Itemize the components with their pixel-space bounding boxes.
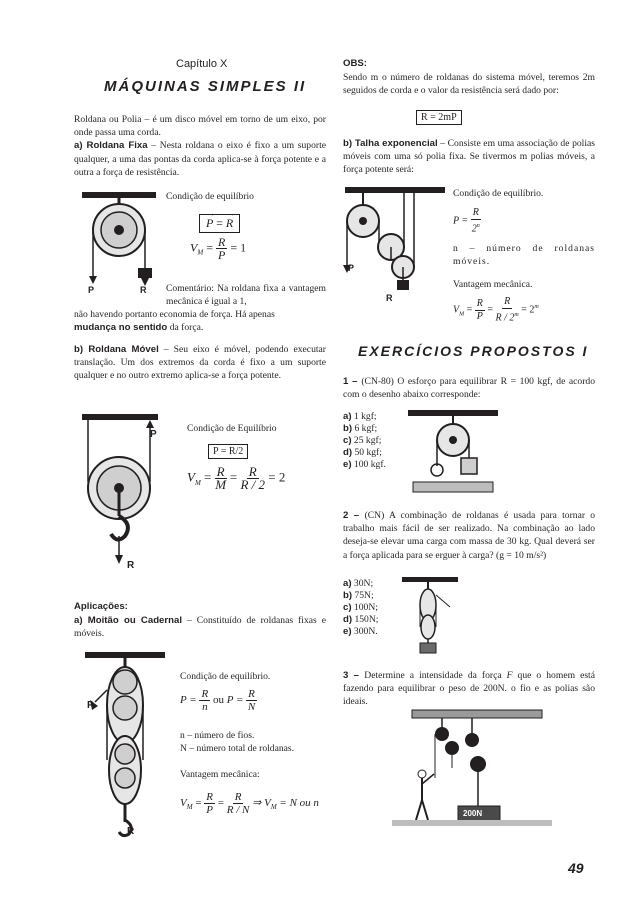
obs-title: OBS: (343, 58, 367, 69)
talha-equation: P = $\frac{R}{2^n}$ (453, 207, 480, 235)
obs-box: R = 2mP (416, 107, 462, 125)
movel-fig-r: R (127, 560, 135, 571)
talha-label: b) Talha exponencial (343, 138, 438, 149)
aplicacoes-title: Aplicações: (74, 601, 128, 612)
movel-label: b) Roldana Móvel (74, 344, 159, 355)
movel-box: P = R/2 (208, 441, 248, 459)
chapter-label: Capítulo X (176, 58, 228, 70)
question-2-figure (400, 575, 460, 655)
fixa-comment: Comentário: Na roldana fixa a vantagem mecânica é igual a 1, (166, 283, 326, 308)
moitao-label: a) Moitão ou Cadernal (74, 615, 182, 626)
movel-fig-p: P (150, 429, 157, 440)
fixa-fig-p: P (88, 285, 95, 295)
fixa-vm-equation: $V_M$ = $\frac{R}{P}$ = 1 (190, 235, 247, 262)
talha-fig-p: P (348, 263, 355, 273)
moitao-paragraph: a) Moitão ou Cadernal – Constituído de roldanas fixas e móveis. (74, 615, 326, 640)
movel-paragraph: b) Roldana Móvel – Seu eixo é móvel, podendo executar translação. Um dos extremos da corda é fixo a um suporte qualquer e no outro extremo aplica-se a força potente. (74, 344, 326, 382)
moitao-n-def: n – número de fios. (180, 730, 255, 741)
moitao-condition: Condição de equilíbrio. (180, 671, 271, 682)
question-3: 3 – Determine a intensidade da força F que o homem está fazendo para equilibrar o peso de 200N. o fio e as polias são ideais. (343, 670, 595, 708)
moitao-vm-equation: $V_M$ = $\frac{R}{P}$ = $\frac{R}{R / N}$ ⇒ $V_M = N$ ou n (180, 791, 319, 816)
talha-figure (343, 185, 448, 305)
moitao-vantagem: Vantagem mecânica: (180, 769, 260, 780)
moitao-fig-r: R (127, 826, 135, 837)
fixa-label: a) Roldana Fixa (74, 140, 148, 152)
force-f-symbol: F (506, 670, 513, 681)
moitao-N-def: N – número total de roldanas. (180, 743, 295, 754)
page-title: MÁQUINAS SIMPLES II (104, 78, 307, 95)
option-a: a) 1 kgf; (343, 411, 377, 422)
option-b: b) 75N; (343, 590, 374, 601)
option-c: c) 100N; (343, 602, 378, 613)
option-d: d) 150N; (343, 614, 379, 625)
option-d: d) 50 kgf; (343, 447, 382, 458)
fixa-condition: Condição de equilíbrio (166, 191, 254, 202)
talha-condition: Condição de equilíbrio. (453, 188, 544, 199)
question-1: 1 – (CN-80) O esforço para equilibrar R = 100 kgf, de acordo com o desenho abaixo corresponde: (343, 376, 595, 401)
option-e: e) 100 kgf. (343, 459, 386, 470)
question-2-options (343, 578, 378, 638)
movable-pulley-figure (80, 412, 160, 572)
moitao-equation: P = $\frac{R}{n}$ ou P = $\frac{R}{N}$ (180, 688, 256, 713)
question-1-options (343, 411, 386, 471)
movel-vm-equation: $V_M$ = $\frac{R}{M}$ = $\frac{R}{R / 2}$ = 2 (187, 464, 286, 492)
question-1-figure (403, 408, 503, 498)
intro-paragraph: Roldana ou Polia – é um disco móvel em torno de um eixo, por onde passa uma corda. a) Roldana Fixa – Nesta roldana o eixo é fixo a um suporte qualquer, a uma das pontas da corda aplica-se à força potente e a outra a força de resistência. (74, 114, 326, 178)
question-2: 2 – (CN) A combinação de roldanas é usada para tornar o trabalho mais fácil de ser realizado. Na combinação ao lado deseja-se elevar uma carga com massa de 30 kg. Qual deverá ser a força aplicada para se erguer à carga? (g = 10 m/s²) (343, 510, 595, 561)
moitao-figure (80, 650, 170, 840)
fixed-pulley-figure (80, 190, 160, 300)
page-number: 49 (568, 860, 584, 876)
exercicios-title: EXERCÍCIOS PROPOSTOS I (358, 343, 589, 359)
talha-n-def: n – número de roldanas móveis. (453, 243, 595, 268)
option-e: e) 300N. (343, 626, 378, 637)
option-a: a) 30N; (343, 578, 374, 589)
q3-weight-label: 200N (463, 809, 483, 818)
talha-paragraph: b) Talha exponencial – Consiste em uma associação de polias móveis com uma só polia fixa. Se tivermos m polias móveis, a força potente será: (343, 138, 595, 176)
fixa-fig-r: R (140, 285, 147, 295)
option-c: c) 25 kgf; (343, 435, 382, 446)
fixa-equation-box: → P = → R (199, 214, 240, 233)
movel-condition: Condição de Equilíbrio (187, 423, 277, 434)
fixa-comment-cont: não havendo portanto economia de força. Há apenas mudança no sentido da força. (74, 309, 275, 334)
talha-vantagem: Vantagem mecânica. (453, 279, 533, 290)
talha-fig-r: R (386, 293, 393, 303)
option-b: b) 6 kgf; (343, 423, 378, 434)
talha-vm-equation: $V_M$ = $\frac{R}{P}$ = $\frac{R}{R / 2^m}$ = $2^m$ (453, 296, 539, 324)
obs-paragraph: Sendo m o número de roldanas do sistema móvel, teremos 2m seguidos de corda e o valor da resistência será dado por: (343, 72, 595, 97)
moitao-fig-p: P (87, 700, 94, 711)
